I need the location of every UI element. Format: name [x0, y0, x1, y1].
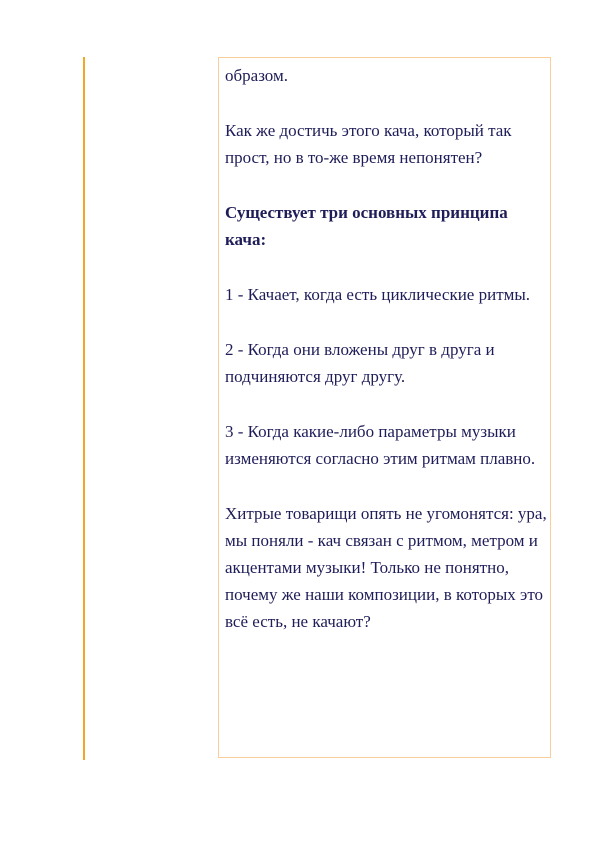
- paragraph-2: Как же достичь этого кача, который так прост, но в то-же время непонятен?: [225, 121, 512, 167]
- paragraph-7: Хитрые товарищи опять не угомонятся: ура, мы поняли - кач связан с ритмом, метром и акцентами музыки! Только не понятно, почему же наши композиции, в которых это всё есть, не качают?: [225, 504, 547, 631]
- margin-rule: [83, 57, 85, 760]
- text-frame: [218, 57, 551, 758]
- paragraph-5: 2 - Когда они вложены друг в друга и подчиняются друг другу.: [225, 340, 495, 386]
- paragraph-4: 1 - Качает, когда есть циклические ритмы.: [225, 285, 531, 304]
- paragraph-6: 3 - Когда какие-либо параметры музыки изменяются согласно этим ритмам плавно.: [225, 422, 536, 468]
- paragraph-1: образом.: [225, 66, 288, 85]
- paragraph-3-heading: Существует три основных принципа кача:: [225, 203, 508, 249]
